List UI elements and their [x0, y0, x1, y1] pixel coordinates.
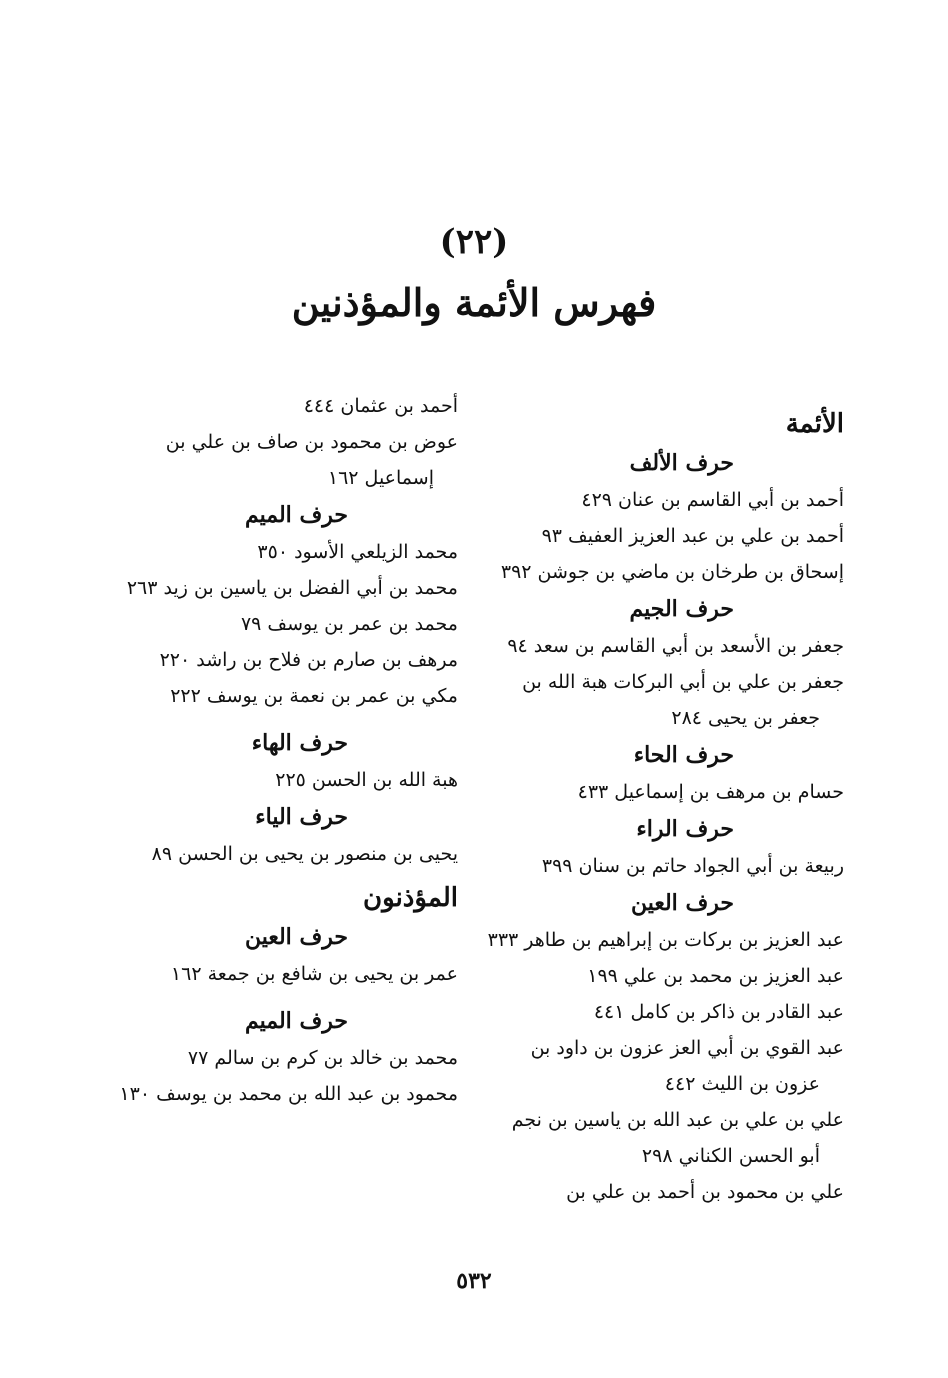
index-entry: عبد العزيز بن بركات بن إبراهيم بن طاهر ٣٣٣ [487, 929, 844, 951]
index-entry: عبد القوي بن أبي العز عزون بن داود بن [530, 1037, 844, 1059]
index-entry: محمد بن أبي الفضل بن ياسين بن زيد ٢٦٣ [126, 577, 458, 599]
index-entry: إسحاق بن طرخان بن ماضي بن جوشن ٣٩٢ [500, 561, 844, 583]
spacer [98, 992, 458, 1002]
letter-heading: حرف الألف [629, 450, 734, 476]
index-entry: يحيى بن منصور بن يحيى بن الحسن ٨٩ [151, 843, 458, 865]
index-entry-continuation: أبو الحسن الكناني ٢٩٨ [641, 1145, 820, 1167]
letter-heading: حرف الهاء [251, 730, 348, 756]
letter-heading: حرف الميم [244, 502, 348, 528]
index-entry: أحمد بن علي بن عبد العزيز العفيف ٩٣ [541, 525, 844, 547]
index-entry: محمد بن خالد بن كرم بن سالم ٧٧ [187, 1047, 458, 1069]
letter-heading: حرف الجيم [629, 596, 734, 622]
chapter-number: (٢٢) [439, 222, 509, 262]
index-entry: ربيعة بن أبي الجواد حاتم بن سنان ٣٩٩ [541, 855, 844, 877]
index-entry: حسام بن مرهف بن إسماعيل ٤٣٣ [577, 781, 844, 803]
index-entry: عبد القادر بن ذاكر بن كامل ٤٤١ [593, 1001, 844, 1023]
index-entry-continuation: جعفر بن يحيى ٢٨٤ [671, 707, 820, 729]
index-entry: علي بن محمود بن أحمد بن علي بن [566, 1181, 844, 1203]
letter-heading: حرف الميم [244, 1008, 348, 1034]
index-entry-continuation: عزون بن الليث ٤٤٢ [664, 1073, 820, 1095]
letter-heading: حرف العين [244, 924, 348, 950]
index-entry-continuation: إسماعيل ١٦٢ [327, 467, 434, 489]
letter-heading: حرف العين [630, 890, 734, 916]
index-entry: عبد العزيز بن محمد بن علي ١٩٩ [587, 965, 844, 987]
index-entry: جعفر بن الأسعد بن أبي القاسم بن سعد ٩٤ [507, 635, 844, 657]
spacer [98, 714, 458, 724]
left-column [98, 388, 458, 1112]
index-entry: أحمد بن أبي القاسم بن عنان ٤٢٩ [581, 489, 844, 511]
index-entry: محمد بن عمر بن يوسف ٧٩ [240, 613, 458, 635]
index-entry: جعفر بن علي بن أبي البركات هبة الله بن [522, 671, 844, 693]
index-entry: عمر بن يحيى بن شافع بن جمعة ١٦٢ [170, 963, 458, 985]
letter-heading: حرف الراء [636, 816, 734, 842]
index-entry: مكي بن عمر بن نعمة بن يوسف ٢٢٢ [170, 685, 458, 707]
index-entry: عوض بن محمود بن صاف بن علي بن [165, 431, 458, 453]
right-column [484, 398, 844, 1210]
chapter-title: فهرس الأئمة والمؤذنين [291, 280, 657, 325]
letter-heading: حرف الحاء [633, 742, 734, 768]
index-entry: محمود بن عبد الله بن محمد بن يوسف ١٣٠ [119, 1083, 458, 1105]
index-entry: أحمد بن عثمان ٤٤٤ [303, 395, 458, 417]
index-entry: علي بن علي بن عبد الله بن ياسين بن نجم [511, 1109, 844, 1131]
index-entry: مرهف بن صارم بن فلاح بن راشد ٢٢٠ [159, 649, 458, 671]
page-number: ٥٣٢ [456, 1268, 492, 1294]
section-title-muezzins: المؤذنون [363, 883, 458, 913]
letter-heading: حرف الياء [255, 804, 348, 830]
index-entry: محمد الزيلعي الأسود ٣٥٠ [257, 541, 458, 563]
section-title-imams: الأئمة [785, 409, 844, 439]
index-entry: هبة الله بن الحسن ٢٢٥ [275, 769, 458, 791]
